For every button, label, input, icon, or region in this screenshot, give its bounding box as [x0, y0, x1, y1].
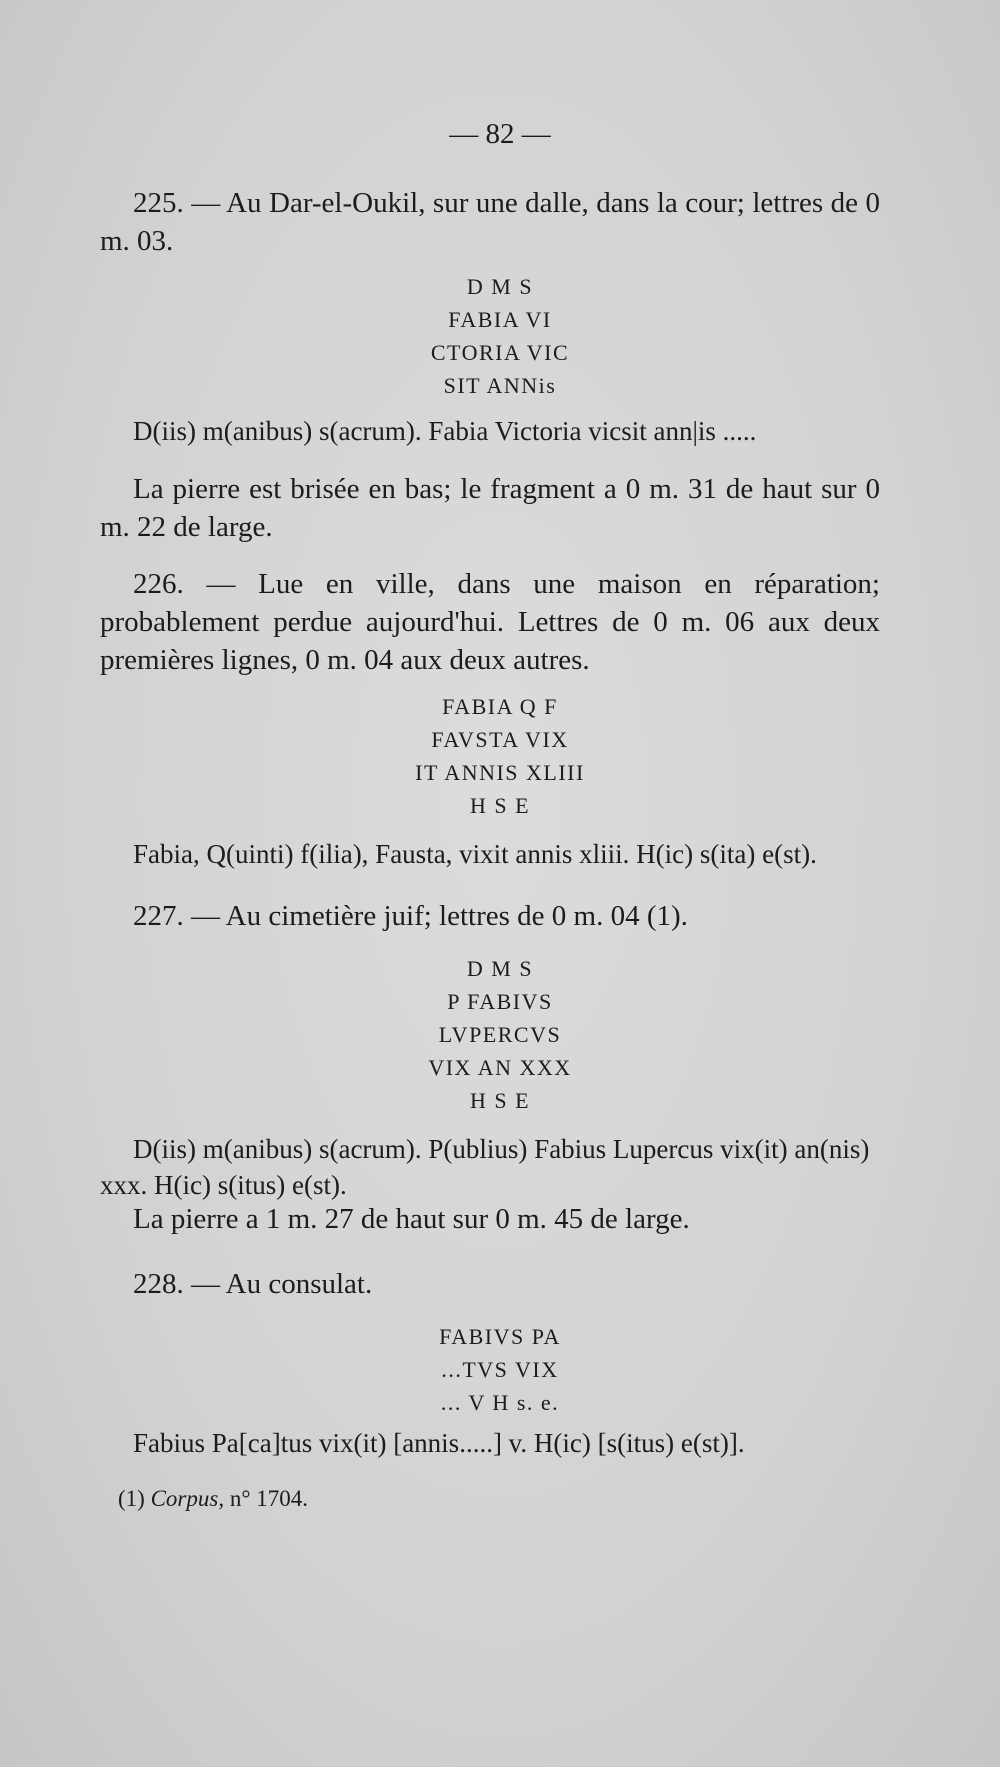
page-number: — 82 —	[449, 118, 551, 150]
inscription-line: FABIVS PA	[439, 1324, 561, 1349]
entry-227-transcription: D(iis) m(anibus) s(acrum). P(ublius) Fabius Lupercus vix(it) an(nis) xxx. H(ic) s(itus) e(st).	[100, 1134, 870, 1200]
entry-226-inscription	[0, 690, 1000, 822]
inscription-line: LVPERCVS	[438, 1022, 562, 1047]
inscription-line: VIX AN XXX	[428, 1055, 572, 1080]
footnote	[118, 1486, 308, 1512]
inscription-line: D M S	[466, 956, 534, 981]
inscription-line: IT ANNIS XLIII	[415, 760, 585, 785]
inscription-line: CTORIA VIC	[430, 340, 570, 365]
inscription-line: P FABIVS	[447, 989, 553, 1014]
entry-228-inscription	[0, 1320, 1000, 1419]
entry-227-inscription	[0, 952, 1000, 1117]
entry-225-note: La pierre est brisée en bas; le fragment a 0 m. 31 de haut sur 0 m. 22 de large.	[100, 473, 880, 543]
inscription-line: FABIA VI	[448, 307, 552, 332]
footnote-ref: n° 1704.	[229, 1486, 309, 1511]
entry-227-note: La pierre a 1 m. 27 de haut sur 0 m. 45 de large.	[133, 1203, 690, 1235]
entry-227-heading: 227. — Au cimetière juif; lettres de 0 m. 04 (1).	[133, 900, 688, 932]
entry-225-inscription	[0, 270, 1000, 402]
entry-226-heading: 226. — Lue en ville, dans une maison en réparation; probablement perdue aujourd'hui. Lettres de 0 m. 06 aux deux premières lignes, 0 m. 04 aux deux autres.	[100, 568, 880, 676]
inscription-line: SIT ANNis	[443, 373, 557, 398]
inscription-line: FAVSTA VIX	[431, 727, 569, 752]
entry-226-transcription: Fabia, Q(uinti) f(ilia), Fausta, vixit annis xliii. H(ic) s(ita) e(st).	[133, 839, 817, 869]
inscription-line: ...TVS VIX	[441, 1357, 559, 1382]
inscription-line: FABIA Q F	[442, 694, 558, 719]
entry-225-transcription: D(iis) m(anibus) s(acrum). Fabia Victoria vicsit ann|is .....	[133, 416, 757, 446]
inscription-line: H S E	[469, 1088, 531, 1113]
footnote-source: Corpus,	[150, 1486, 225, 1511]
entry-228-transcription: Fabius Pa[ca]tus vix(it) [annis.....] v. H(ic) [s(itus) e(st)].	[133, 1428, 745, 1458]
inscription-line: ... V H s. e.	[440, 1390, 560, 1415]
footnote-marker: (1)	[118, 1486, 145, 1511]
inscription-line: D M S	[466, 274, 534, 299]
entry-225-heading: 225. — Au Dar-el-Oukil, sur une dalle, dans la cour; lettres de 0 m. 03.	[100, 187, 880, 257]
inscription-line: H S E	[469, 793, 531, 818]
entry-228-heading: 228. — Au consulat.	[133, 1268, 373, 1300]
